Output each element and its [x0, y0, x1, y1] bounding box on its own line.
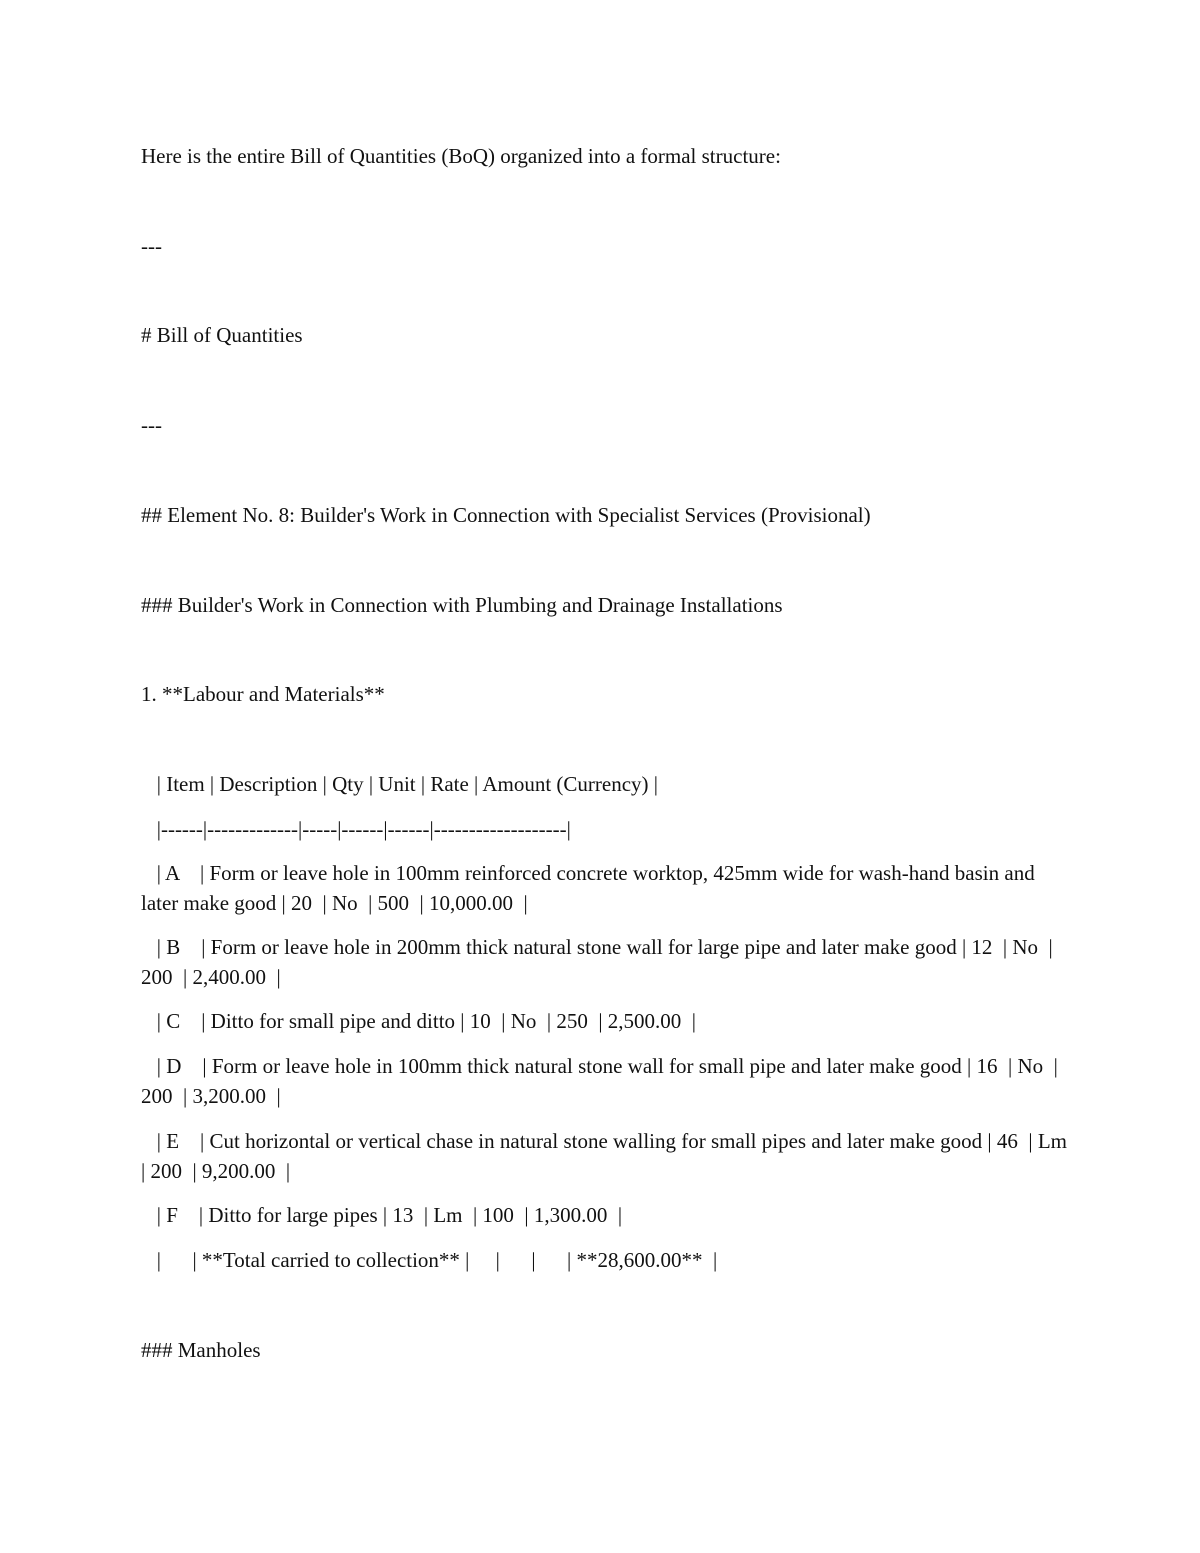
intro-text: Here is the entire Bill of Quantities (BoQ) organized into a formal structure: — [141, 144, 781, 168]
table-total-row: | | **Total carried to collection** | | | | **28,600.00** | — [141, 1248, 718, 1272]
table-header-row: | Item | Description | Qty | Unit | Rate | Amount (Currency) | — [141, 772, 659, 796]
table-row: | D | Form or leave hole in 100mm thick natural stone wall for small pipe and later make good | 16 | No | 200 | 3,200.00 | — [141, 1054, 1064, 1108]
list-item-labour-materials: 1. **Labour and Materials** — [141, 682, 385, 706]
separator-1: --- — [141, 234, 162, 258]
table-row: | C | Ditto for small pipe and ditto | 10 | No | 250 | 2,500.00 | — [141, 1009, 696, 1033]
section-heading: ### Builder's Work in Connection with Plumbing and Drainage Installations — [141, 593, 783, 617]
separator-2: --- — [141, 413, 162, 437]
element-heading: ## Element No. 8: Builder's Work in Connection with Specialist Services (Provisional) — [141, 503, 871, 527]
manholes-heading: ### Manholes — [141, 1338, 261, 1362]
table-row: | F | Ditto for large pipes | 13 | Lm | 100 | 1,300.00 | — [141, 1203, 623, 1227]
table-row: | E | Cut horizontal or vertical chase in natural stone walling for small pipes and later make good | 46 | Lm | 200 | 9,200.00 | — [141, 1129, 1078, 1183]
document-title: # Bill of Quantities — [141, 323, 303, 347]
table-row: | B | Form or leave hole in 200mm thick natural stone wall for large pipe and later make good | 12 | No | 200 | 2,400.00 | — [141, 935, 1059, 989]
table-divider-row: |------|-------------|-----|------|------|-------------------| — [141, 817, 571, 841]
table-row: | A | Form or leave hole in 100mm reinforced concrete worktop, 425mm wide for wash-hand basin and later make good | 20 | No | 500 | 10,000.00 | — [141, 861, 1040, 915]
